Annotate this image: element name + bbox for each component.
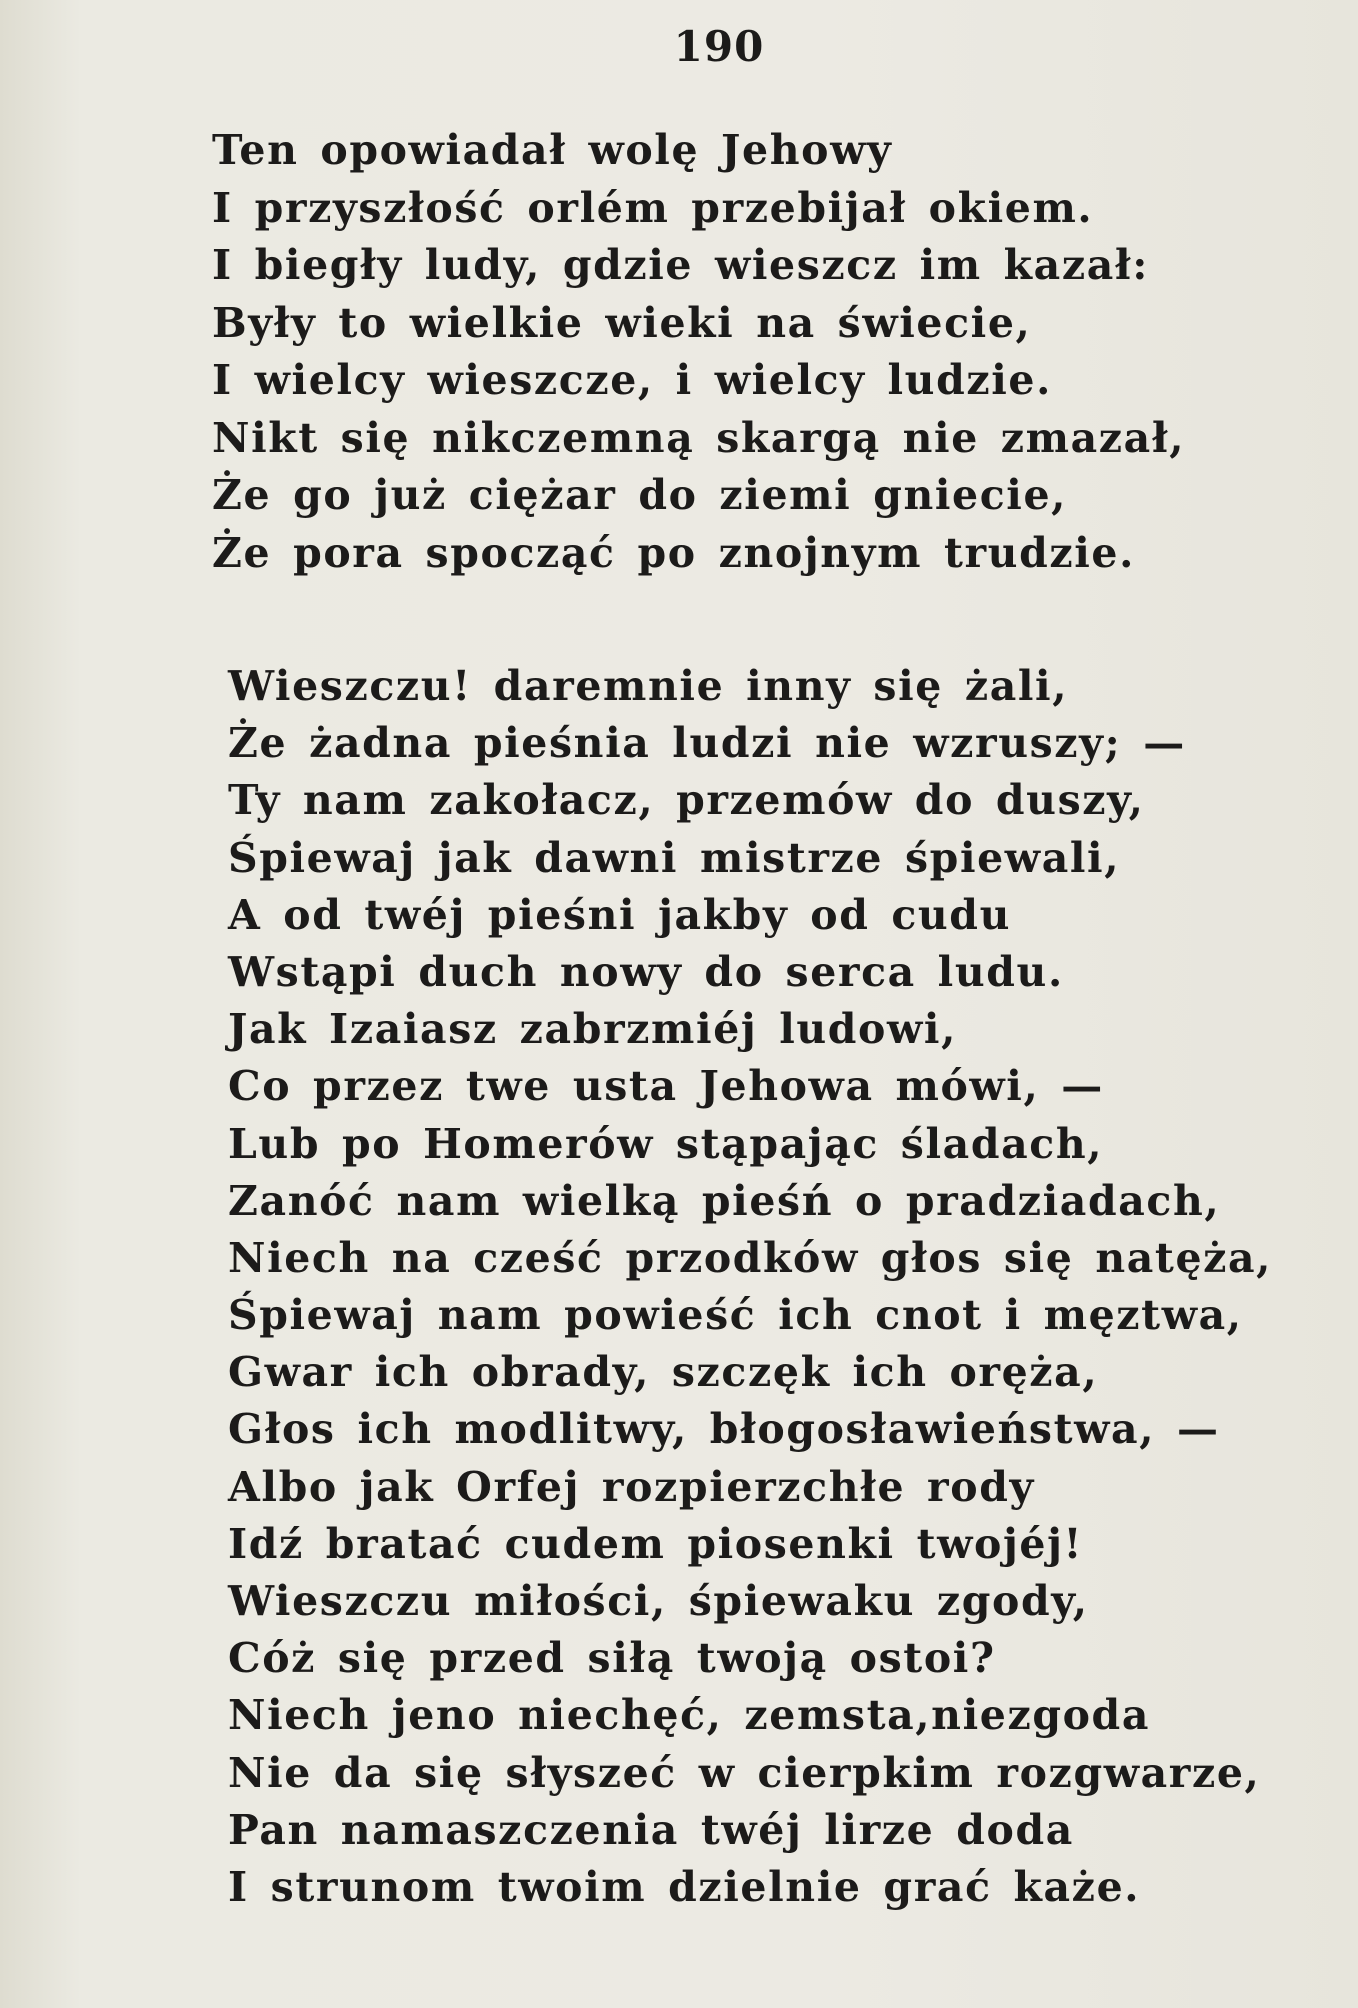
verse-line: Że go już ciężar do ziemi gniecie, — [212, 471, 1068, 519]
verse-line: Co przez twe usta Jehowa mówi, — — [228, 1062, 1104, 1111]
stanza-2 — [228, 658, 1272, 1916]
verse-line: Idź bratać cudem piosenki twojéj! — [228, 1519, 1084, 1568]
verse-line: Lub po Homerów stąpając śladach, — [228, 1119, 1104, 1168]
verse-line: A od twéj pieśni jakby od cudu — [228, 890, 1011, 939]
verse-line: Albo jak Orfej rozpierzchłe rody — [228, 1462, 1035, 1511]
stanza-1 — [212, 122, 1185, 582]
verse-line: Śpiewaj nam powieść ich cnot i męztwa, — [228, 1291, 1243, 1340]
verse-line: I biegły ludy, gdzie wieszcz im kazał: — [212, 241, 1149, 289]
verse-line: Były to wielkie wieki na świecie, — [212, 298, 1032, 347]
verse-line: I przyszłość orlém przebijał okiem. — [212, 183, 1094, 232]
verse-line: Gwar ich obrady, szczęk ich oręża, — [228, 1348, 1099, 1397]
verse-line: Głos ich modlitwy, błogosławieństwa, — — [228, 1405, 1220, 1454]
verse-line: Że pora spocząć po znojnym trudzie. — [212, 528, 1135, 577]
verse-line: Zanóć nam wielką pieśń o pradziadach, — [228, 1176, 1221, 1225]
page-number: 190 — [673, 22, 765, 71]
verse-line: Że żadna pieśnia ludzi nie wzruszy; — — [228, 719, 1186, 768]
verse-line: Ty nam zakołacz, przemów do duszy, — [228, 776, 1145, 825]
verse-line: I wielcy wieszcze, i wielcy ludzie. — [212, 356, 1052, 404]
verse-line: Wieszczu! daremnie inny się żali, — [228, 662, 1069, 710]
verse-line: Cóż się przed siłą twoją ostoi? — [228, 1634, 996, 1683]
verse-line: Wieszczu miłości, śpiewaku zgody, — [228, 1577, 1089, 1625]
verse-line: Jak Izaiasz zabrzmiéj ludowi, — [228, 1005, 957, 1054]
verse-line: Ten opowiadał wolę Jehowy — [212, 126, 893, 174]
verse-line: Niech jeno niechęć, zemsta,niezgoda — [228, 1691, 1150, 1740]
verse-line: Nie da się słyszeć w cierpkim rozgwarze, — [228, 1748, 1261, 1797]
verse-line: Niech na cześć przodków głos się natęża, — [228, 1233, 1273, 1282]
verse-line: Wstąpi duch nowy do serca ludu. — [228, 947, 1064, 996]
verse-line: Śpiewaj jak dawni mistrze śpiewali, — [228, 833, 1121, 882]
verse-line: I strunom twoim dzielnie grać każe. — [228, 1862, 1141, 1911]
verse-line: Pan namaszczenia twéj lirze doda — [228, 1805, 1074, 1854]
verse-line: Nikt się nikczemną skargą nie zmazał, — [212, 413, 1186, 462]
